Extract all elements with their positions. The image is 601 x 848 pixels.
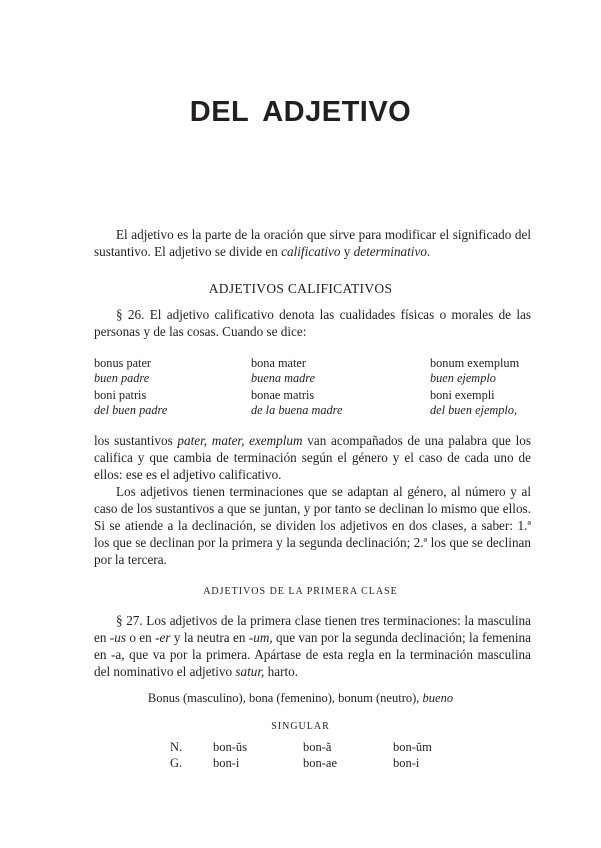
explanation-text-2: van acompañados de una palabra que los califica y que cambia de terminación según el género y el caso de cada uno de ellos: ese es el adjetivo calificativo. [94,433,531,482]
explanation-nouns: pater, mater, exemplum [177,433,303,448]
singular-label: SINGULAR [271,721,330,732]
declension-table [170,739,470,771]
intro-paragraph [94,226,531,260]
p27-text-5: harto. [264,664,299,679]
section-heading-calificativos: ADJETIVOS CALIFICATIVOS [208,281,393,296]
paragraph-terminations: Los adjetivos tienen terminaciones que se adaptan al género, al número y al caso de los sustantivos a que se juntan, y por tanto se declinan lo mismo que ellos. Si se atiende a la declinación, se dividen los adjetivos en dos clases, a saber: 1.ª los que se declinan por la primera y la segunda declinación; 2.ª los que se declinan por la tercera. [94,484,531,567]
latin-phrase: bonum exemplum [430,356,520,370]
bonus-forms-text: Bonus (masculino), bona (femenino), bonum (neutro), [147,691,423,705]
bonus-translation: bueno [422,691,454,705]
spanish-translation: de la buena madre [251,403,343,417]
examples-table [94,356,531,420]
masculine-form: bon-i [213,756,240,770]
latin-phrase: bona mater [251,356,306,370]
intro-term-calificativo: calificativo [281,244,341,259]
declension-row [170,739,470,755]
neuter-form: bon-i [393,756,420,770]
example-cell [94,388,167,418]
p27-text-3: y la neutra en [170,630,249,645]
intro-text-3: . [426,244,431,259]
intro-text-2: y [340,244,354,259]
examples-row [94,388,531,420]
example-cell [94,356,151,386]
explanation-text-1: los sustantivos [94,433,178,448]
p27-ending-um: -um, [248,630,273,645]
spanish-translation: del buen ejemplo, [430,403,518,417]
example-cell [251,356,315,386]
spanish-translation: del buen padre [94,403,168,417]
p27-text-2: o en [125,630,156,645]
spanish-translation: buen ejemplo [430,371,496,385]
neuter-form: bon-ŭm [393,740,432,754]
examples-row [94,356,531,388]
spanish-translation: buena madre [251,371,316,385]
examples-explanation [94,432,531,483]
p27-word-satur: satur, [235,664,265,679]
intro-text-1: El adjetivo es la parte de la oración que sirve para modificar el significado del sustantivo. El adjetivo se divide en [94,227,531,259]
latin-phrase: bonae matris [251,388,315,402]
case-label: G. [170,756,183,770]
p27-ending-er: -er [155,630,171,645]
spanish-translation: buen padre [94,371,150,385]
example-cell [430,388,517,418]
example-cell [430,356,519,386]
page-title: DEL ADJETIVO [189,96,412,128]
latin-phrase: bonus pater [94,356,152,370]
p27-text-4: que van por la segunda declinación; la femenina en -a, que va por la primera. Apártase de esta regla en la terminación masculina del nominativo el adjetivo [94,630,532,679]
paragraph-27 [94,612,531,680]
section-heading-primera-clase: ADJETIVOS DE LA PRIMERA CLASE [203,586,398,597]
case-label: N. [170,740,183,754]
latin-phrase: boni exempli [430,388,495,402]
declension-row [170,755,470,771]
bonus-forms-line [0,691,601,706]
p27-text-1: § 27. Los adjetivos de la primera clase tienen tres terminaciones: la masculina en [94,613,531,645]
example-cell [251,388,342,418]
intro-term-determinativo: determinativo [353,244,427,259]
feminine-form: bon-ă [303,740,332,754]
latin-phrase: boni patris [94,388,147,402]
masculine-form: bon-ŭs [213,740,248,754]
paragraph-26: § 26. El adjetivo calificativo denota las cualidades físicas o morales de las personas y de las cosas. Cuando se dice: [94,307,531,339]
feminine-form: bon-ae [303,756,338,770]
p27-ending-us: -us [109,630,126,645]
